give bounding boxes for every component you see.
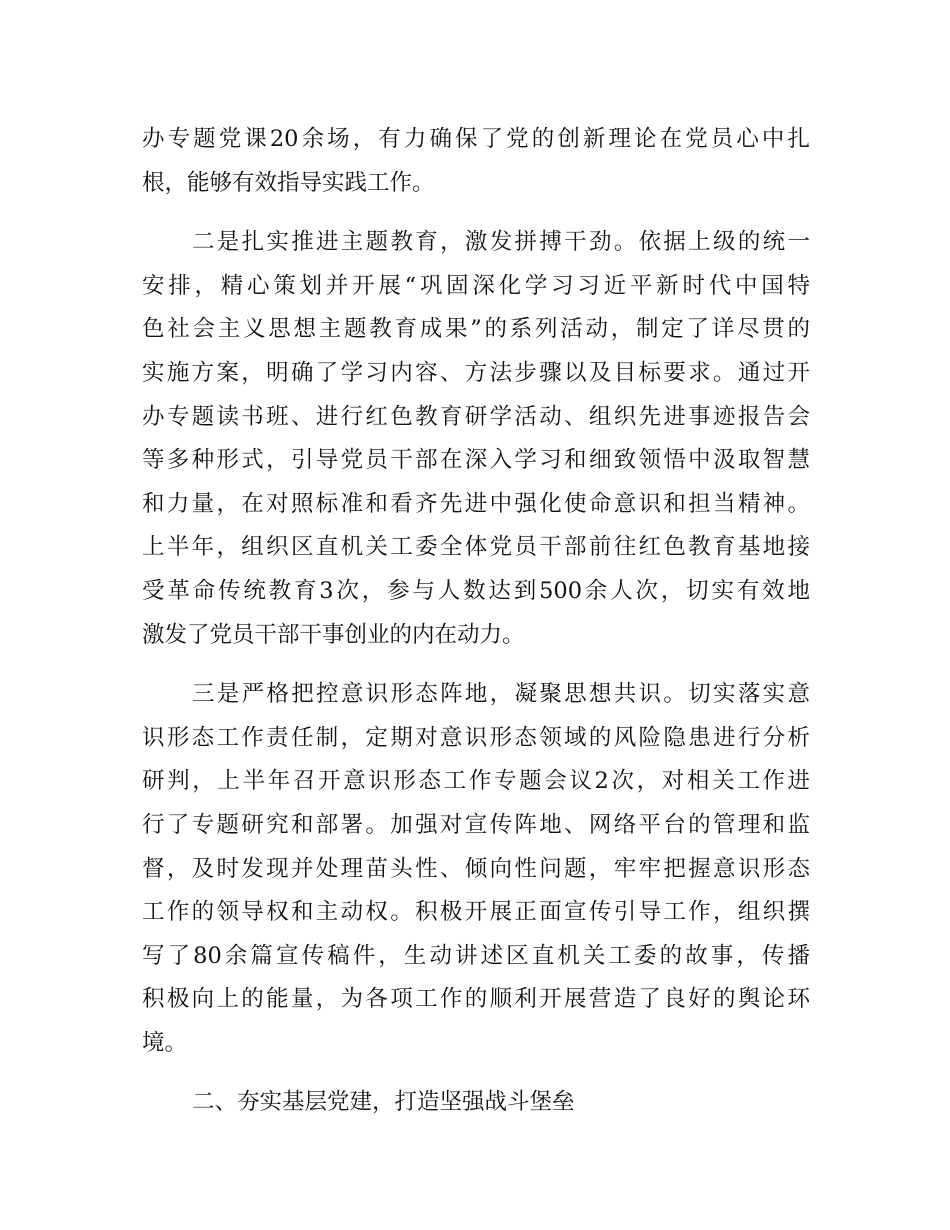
paragraph-continuation	[142, 118, 810, 205]
paragraph-gap	[142, 657, 810, 673]
text-line: 行了专题研究和部署。加强对宣传阵地、网络平台的管理和监	[142, 811, 810, 838]
text-line: 境。	[142, 1029, 188, 1056]
text-line: 三是严格把控意识形态阵地，凝聚思想共识。切实落实意	[192, 681, 810, 708]
text-line: 和力量，在对照标准和看齐先进中强化使命意识和担当精神。	[142, 490, 810, 517]
text-line: 根，能够有效指导实践工作。	[142, 169, 435, 196]
paragraph-ideology	[142, 673, 810, 1065]
document-body	[142, 118, 810, 1125]
heading-text: 二、夯实基层党建，打造坚强战斗堡垒	[192, 1089, 575, 1116]
text-line: 激发了党员干部干事创业的内在动力。	[142, 621, 525, 648]
paragraph-gap	[142, 205, 810, 221]
text-line: 等多种形式，引导党员干部在深入学习和细致领悟中汲取智慧	[142, 447, 810, 474]
text-line: 办专题党课20余场，有力确保了党的创新理论在党员心中扎	[142, 126, 810, 152]
text-line: 上半年，组织区直机关工委全体党员干部前往红色教育基地接	[142, 534, 810, 561]
section-heading	[142, 1081, 810, 1125]
text-line: 研判，上半年召开意识形态工作专题会议2次，对相关工作进	[142, 768, 810, 795]
text-line: 积极向上的能量，为各项工作的顺利开展营造了良好的舆论环	[142, 986, 810, 1013]
text-line: 工作的领导权和主动权。积极开展正面宣传引导工作，组织撰	[142, 899, 810, 926]
paragraph-theme-education	[142, 221, 810, 657]
text-line: 督，及时发现并处理苗头性、倾向性问题，牢牢把握意识形态	[142, 855, 810, 882]
text-line: 实施方案，明确了学习内容、方法步骤以及目标要求。通过开	[142, 359, 810, 386]
text-line: 色社会主义思想主题教育成果”的系列活动，制定了详尽贯的	[142, 316, 810, 343]
text-line: 二是扎实推进主题教育，激发拼搏干劲。依据上级的统一	[192, 229, 810, 256]
paragraph-gap	[142, 1065, 810, 1081]
text-line: 安排，精心策划并开展“巩固深化学习习近平新时代中国特	[142, 272, 810, 299]
text-line: 办专题读书班、进行红色教育研学活动、组织先进事迹报告会	[142, 403, 810, 430]
text-line: 识形态工作责任制，定期对意识形态领域的风险隐患进行分析	[142, 724, 810, 751]
text-line: 受革命传统教育3次，参与人数达到500余人次，切实有效地	[142, 577, 810, 604]
text-line: 写了80余篇宣传稿件，生动讲述区直机关工委的故事，传播	[142, 942, 810, 969]
